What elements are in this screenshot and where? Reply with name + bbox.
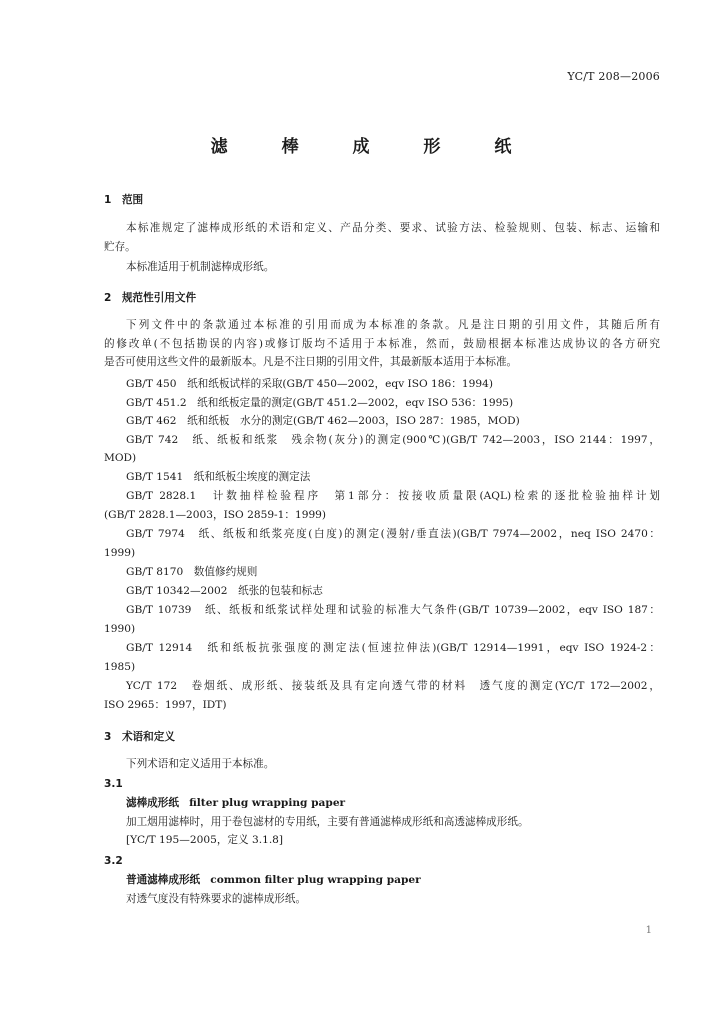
reference-item: GB/T 451.2 纸和纸板定量的测定(GB/T 451.2—2002，eqv ISO 536：1995): [126, 397, 514, 409]
reference-item: GB/T 7974 纸、纸板和纸浆亮度(白度)的测定(漫射/垂直法)(GB/T 7974—2002，neq ISO 2470：: [126, 528, 660, 540]
standard-code: YC/T 208—2006: [567, 70, 660, 83]
section-3-intro: 下列术语和定义适用于本标准。: [126, 758, 275, 770]
reference-item: GB/T 12914 纸和纸板抗张强度的测定法(恒速拉伸法)(GB/T 12914—1991，eqv ISO 1924-2：: [126, 642, 660, 654]
term-chinese: 普通滤棒成形纸: [126, 874, 201, 886]
reference-item-continuation: 1990): [104, 623, 136, 635]
reference-item: GB/T 450 纸和纸板试样的采取(GB/T 450—2002，eqv ISO 186：1994): [126, 378, 493, 390]
term-title: [126, 797, 345, 810]
section-1-paragraph-line: 贮存。: [104, 241, 136, 253]
term-title: [126, 874, 421, 887]
section-2-intro-line: 的修改单(不包括勘误的内容)或修订版均不适用于本标准，然而，鼓励根据本标准达成协议的各方研究: [104, 338, 660, 350]
reference-item-continuation: (GB/T 2828.1—2003，ISO 2859-1：1999): [104, 509, 327, 521]
section-2-intro-line: 下列文件中的条款通过本标准的引用而成为本标准的条款。凡是注日期的引用文件，其随后所有: [126, 319, 660, 331]
reference-item: GB/T 10739 纸、纸板和纸浆试样处理和试验的标准大气条件(GB/T 10739—2002，eqv ISO 187：: [126, 604, 660, 616]
section-1-paragraph: 本标准适用于机制滤棒成形纸。: [126, 261, 275, 273]
section-2-intro-line: 是否可使用这些文件的最新版本。凡是不注日期的引用文件，其最新版本适用于本标准。: [104, 356, 518, 368]
page-number: 1: [645, 925, 652, 936]
reference-item: GB/T 2828.1 计数抽样检验程序 第1部分：按接收质量限(AQL)检索的逐批检验抽样计划: [126, 490, 660, 502]
term-english: filter plug wrapping paper: [189, 797, 346, 809]
reference-item: GB/T 8170 数值修约规则: [126, 566, 258, 578]
term-definition: 对透气度没有特殊要求的滤棒成形纸。: [126, 893, 307, 905]
term-source: [YC/T 195—2005，定义 3.1.8]: [126, 834, 284, 846]
section-2-heading: 2 规范性引用文件: [104, 292, 197, 304]
section-1-heading: 1 范围: [104, 194, 144, 206]
document-title: 滤 棒 成 形 纸: [210, 137, 536, 157]
reference-item-continuation: MOD): [104, 452, 137, 464]
term-chinese: 滤棒成形纸: [126, 797, 179, 809]
reference-item: YC/T 172 卷烟纸、成形纸、接装纸及具有定向透气带的材料 透气度的测定(YC/T 172—2002，: [126, 680, 660, 692]
reference-item-continuation: 1985): [104, 661, 136, 673]
term-number: 3.2: [104, 855, 123, 867]
term-definition: 加工烟用滤棒时，用于卷包滤材的专用纸，主要有普通滤棒成形纸和高透滤棒成形纸。: [126, 816, 529, 828]
term-number: 3.1: [104, 778, 123, 790]
reference-item: GB/T 1541 纸和纸板尘埃度的测定法: [126, 471, 311, 483]
term-english: common filter plug wrapping paper: [210, 874, 421, 886]
reference-item-continuation: ISO 2965：1997，IDT): [104, 699, 227, 711]
reference-item-continuation: 1999): [104, 547, 136, 559]
reference-item: GB/T 462 纸和纸板 水分的测定(GB/T 462—2003，ISO 287：1985，MOD): [126, 415, 520, 427]
section-3-heading: 3 术语和定义: [104, 731, 175, 743]
reference-item: GB/T 10342—2002 纸张的包装和标志: [126, 585, 323, 597]
section-1-paragraph-line: 本标准规定了滤棒成形纸的术语和定义、产品分类、要求、试验方法、检验规则、包装、标志、运输和: [126, 222, 660, 234]
reference-item: GB/T 742 纸、纸板和纸浆 残余物(灰分)的测定(900℃)(GB/T 742—2003，ISO 2144：1997，: [126, 434, 660, 446]
